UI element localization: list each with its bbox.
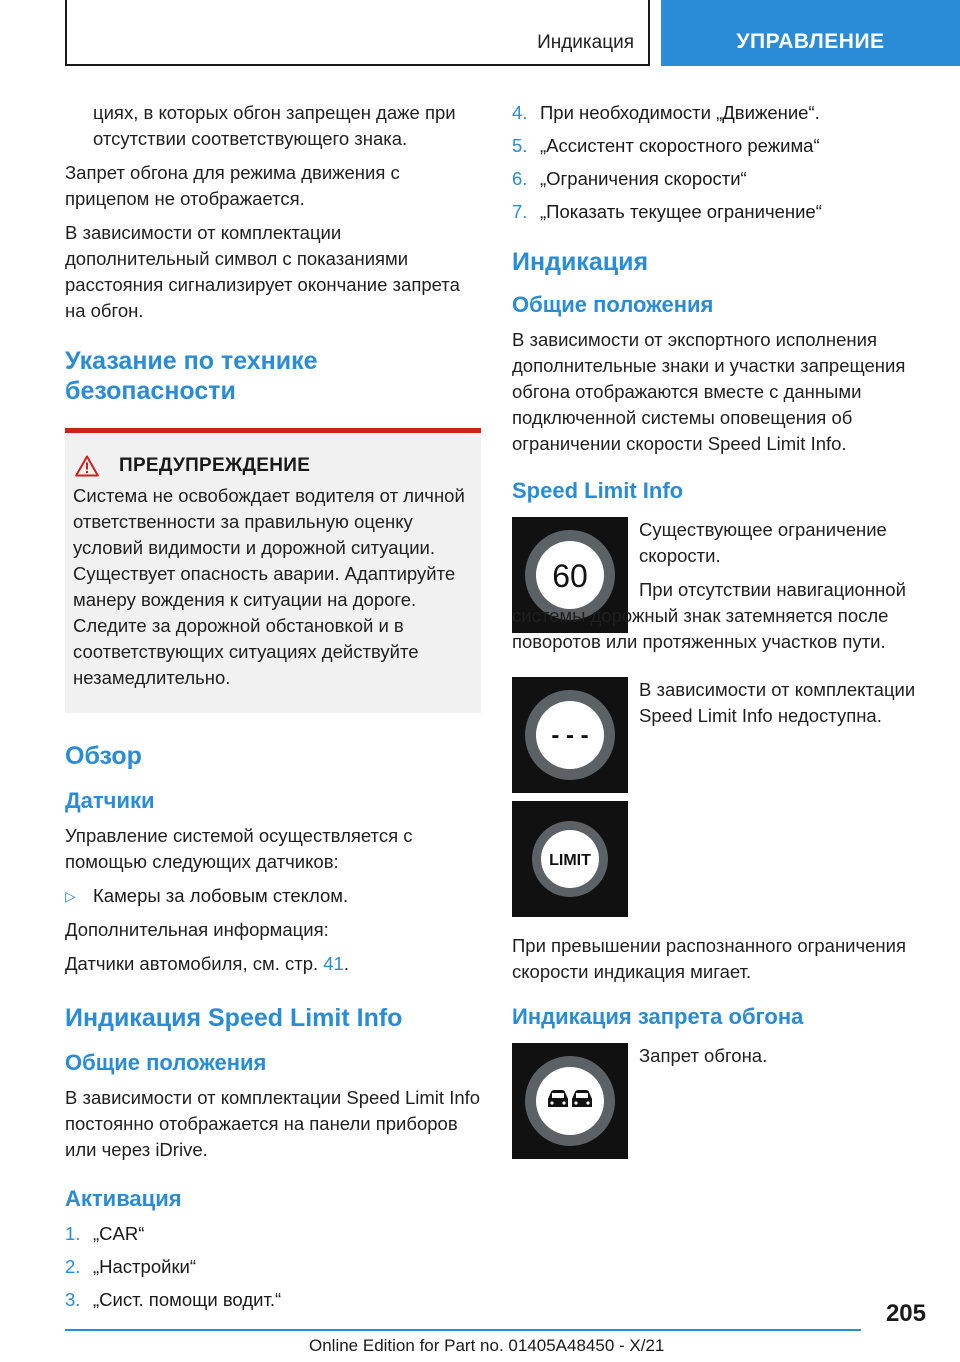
list-item: 7. „Показать текущее ограничение“ [512,201,822,222]
footer-divider [65,1329,861,1331]
sign-value: 60 [552,558,588,594]
paragraph: Дополнительная информация: [65,919,329,940]
safety-heading: Указание по технике безопасности [65,347,318,405]
page-number: 205 [885,1300,926,1327]
paragraph: Управление системой осуществляется с помощью следующих датчиков: [65,825,413,872]
page-header [0,0,960,66]
bullet-triangle-icon: ▷ [65,888,76,904]
paragraph: В зависимости от комплектации дополнительный символ с показаниями расстояния сигнализирует окончание запрета на обгон. [65,222,460,321]
paragraph: циях, в которых обгон запрещен даже при отсутствии соответствующего знака. [93,102,456,149]
activation-steps-continued [512,100,928,225]
bullet-text: Камеры за лобовым стеклом. [93,885,349,906]
display-heading: Индикация [512,248,649,276]
warning-text: Система не освобождает водителя от личной ответственности за правильную оценку условий видимости и дорожной ситуации. Существует опасность аварии. Адаптируйте манеру вождения к ситуации на дороге. Следите за дорожной обстановкой и в соответствующих ситуациях действуйте незамедлительно. [73,485,465,688]
general-heading: Общие положения [512,292,714,317]
sli-heading: Индикация Speed Limit Info [65,1004,403,1032]
paragraph: В зависимости от комплектации Speed Limit Info недоступна. [639,679,916,726]
left-column [65,100,481,1321]
figure-no-overtaking-sign [512,1043,928,1159]
footer-edition: Online Edition for Part no. 01405A48450 - X/21 [309,1336,665,1355]
paragraph: В зависимости от экспортного исполнения дополнительные знаки и участки запрещения обгона отображаются вместе с данными подключенной системы оповещения об ограничении скорости Speed Limit Info. [512,329,906,454]
section-title: Индикация [537,32,634,53]
sign-value: - - - [551,722,589,749]
paragraph: Запрет обгона для режима движения с прицепом не отображается. [65,162,400,209]
warning-box [65,428,481,713]
sli-subheading: Speed Limit Info [512,478,684,503]
warning-triangle-icon [75,455,99,477]
no-overtaking-icon [512,1043,628,1159]
page-link[interactable]: 41 [323,953,344,974]
speed-limit-limit-icon [512,801,628,917]
list-item: 2. „Настройки“ [65,1256,197,1277]
list-item: 6. „Ограничения скорости“ [512,168,747,189]
chapter-tab [661,0,960,66]
speed-limit-unavailable-icon [512,677,628,793]
figure-limit-sign [512,801,928,917]
paragraph: При отсутствии навигационной системы дорожный знак затемняется после поворотов или протяженных участков пути. [512,579,906,652]
section-tab [65,0,650,66]
list-item: 5. „Ассистент скоростного режима“ [512,135,820,156]
activation-steps [65,1221,481,1313]
paragraph: В зависимости от комплектации Speed Limit Info постоянно отображается на панели приборов или через iDrive. [65,1087,481,1160]
warning-title: ПРЕДУПРЕЖДЕНИЕ [119,455,311,476]
list-item [65,883,481,909]
no-overtake-heading: Индикация запрета обгона [512,1004,804,1029]
activation-heading: Активация [65,1186,182,1211]
overview-heading: Обзор [65,742,142,770]
chapter-title: УПРАВЛЕНИЕ [736,30,885,53]
list-item: 3. „Сист. помощи водит.“ [65,1289,282,1310]
general-heading: Общие положения [65,1050,267,1075]
sign-value: LIMIT [549,852,591,869]
right-column [512,100,928,1167]
list-item: 1. „CAR“ [65,1223,145,1244]
sensors-heading: Датчики [65,788,155,813]
cross-reference: Датчики автомобиля, см. стр. 41. [65,953,349,974]
list-item: 4. При необходимости „Движение“. [512,102,820,123]
figure-speed-sign [512,517,928,663]
figure-unavailable-sign [512,677,928,793]
paragraph: При превышении распознанного ограничения скорости индикация мигает. [512,935,907,982]
paragraph: Существующее ограничение скорости. [639,519,887,566]
paragraph: Запрет обгона. [639,1045,768,1066]
